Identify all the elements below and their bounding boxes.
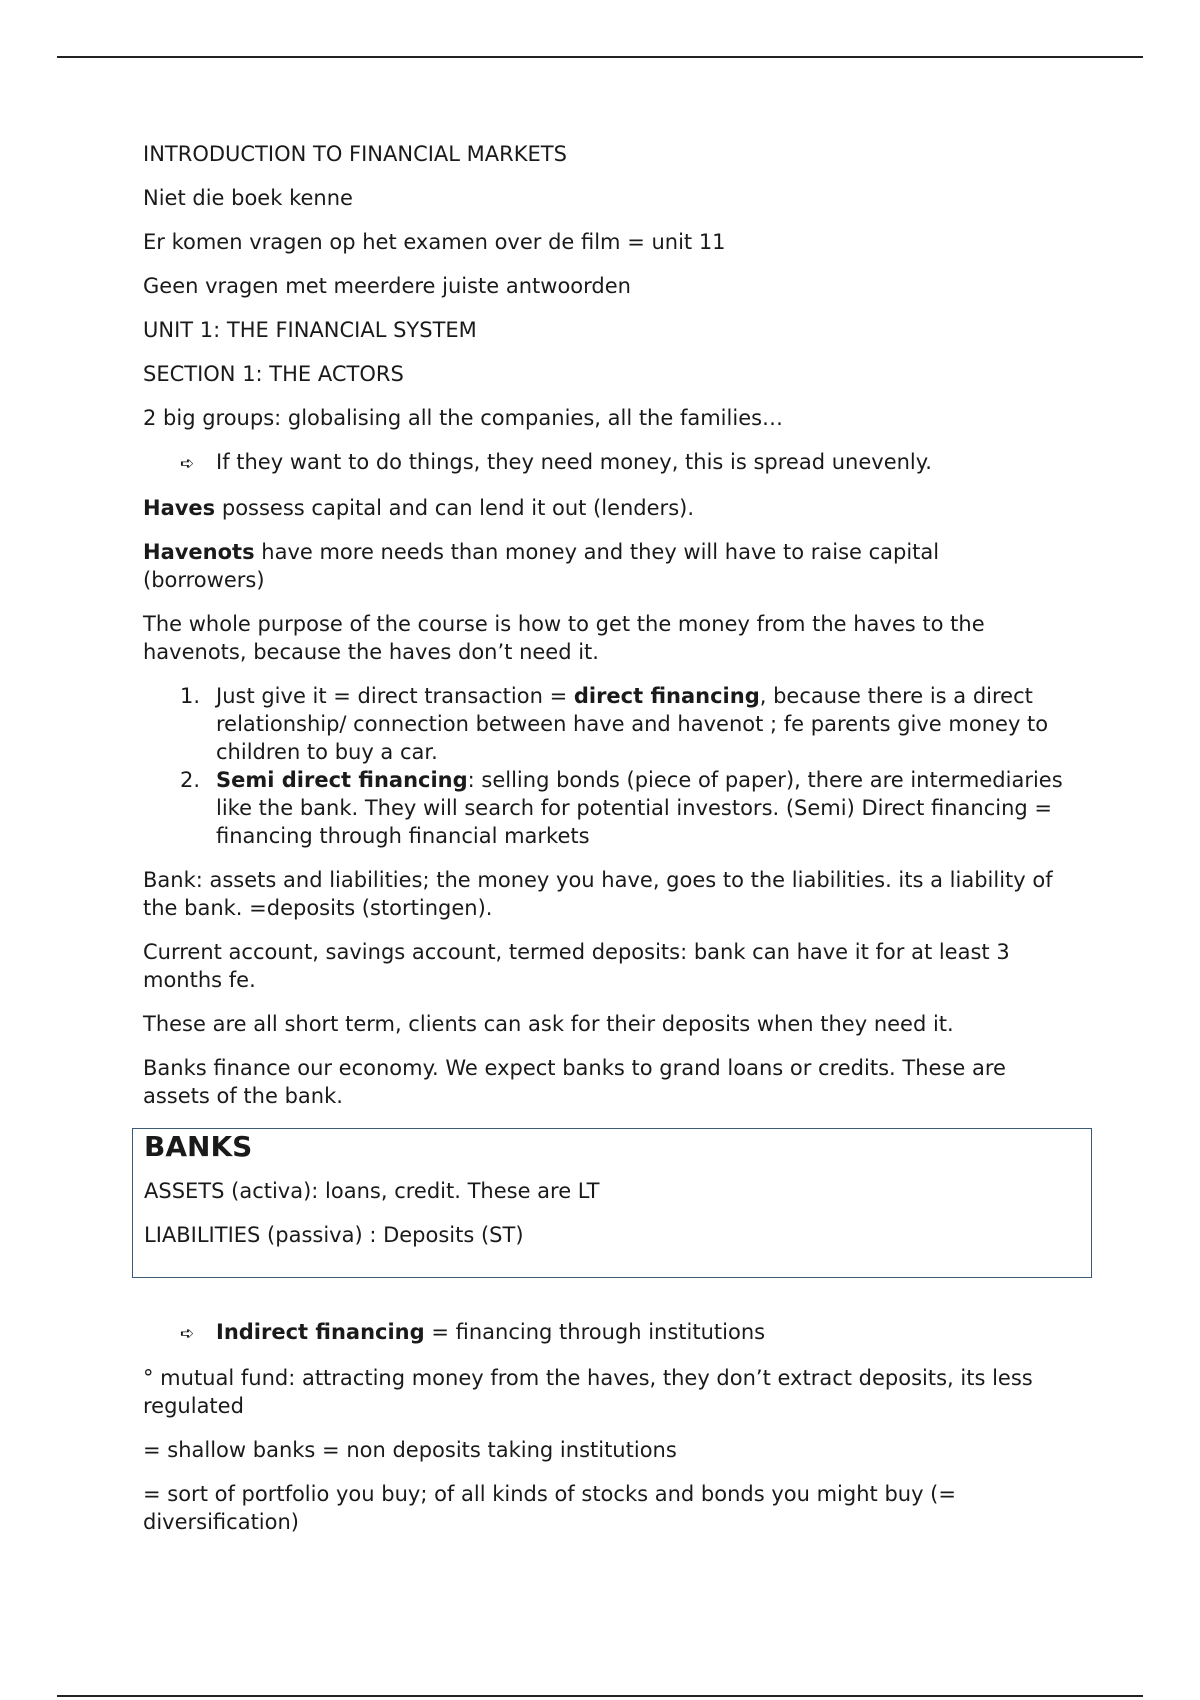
list-item-text — [216, 766, 1063, 850]
list-item-post: , because there is a direct relationship/ connection between have and havenot ; fe parents give money to children to buy a car. — [216, 684, 1049, 764]
arrow-item-text: If they want to do things, they need money, this is spread unevenly. — [216, 450, 932, 474]
financing-list — [143, 682, 1063, 850]
paragraph: ° mutual fund: attracting money from the haves, they don’t extract deposits, its less regulated — [143, 1366, 1033, 1418]
document-body — [143, 140, 1063, 1552]
paragraph: Current account, savings account, termed deposits: bank can have it for at least 3 months fe. — [143, 940, 1010, 992]
paragraph: Bank: assets and liabilities; the money you have, goes to the liabilities. its a liability of the bank. =deposits (stortingen). — [143, 868, 1053, 920]
paragraph: The whole purpose of the course is how to get the money from the haves to the havenots, because the haves don’t need it. — [143, 612, 985, 664]
list-number: 1. — [180, 684, 201, 708]
haves-paragraph — [143, 494, 1063, 522]
document-title: INTRODUCTION TO FINANCIAL MARKETS — [143, 142, 567, 166]
banks-box — [132, 1128, 1092, 1278]
paragraph: = shallow banks = non deposits taking institutions — [143, 1438, 677, 1462]
haves-definition: possess capital and can lend it out (lenders). — [215, 496, 695, 520]
note-line: Er komen vragen op het examen over de film = unit 11 — [143, 230, 726, 254]
term-indirect-financing: Indirect financing — [216, 1320, 425, 1344]
list-item-post: : selling bonds (piece of paper), there are intermediaries like the bank. They will search for potential investors. (Semi) Direct financing = financing through financial markets — [216, 768, 1063, 848]
note-line: Niet die boek kenne — [143, 186, 353, 210]
right-arrow-icon: ➪ — [180, 454, 195, 474]
paragraph: Banks finance our economy. We expect banks to grand loans or credits. These are assets of the bank. — [143, 1056, 1006, 1108]
paragraph: 2 big groups: globalising all the companies, all the families… — [143, 406, 784, 430]
list-item-term: Semi direct financing — [216, 768, 468, 792]
header-rule — [57, 56, 1143, 58]
havenots-paragraph — [143, 538, 1063, 594]
list-item-text — [216, 682, 1063, 766]
paragraph: These are all short term, clients can ask for their deposits when they need it. — [143, 1012, 954, 1036]
term-haves: Haves — [143, 496, 216, 520]
arrow-item — [143, 448, 1063, 478]
box-assets: ASSETS (activa): loans, credit. These are LT — [144, 1179, 600, 1203]
list-item-term: direct financing — [573, 684, 760, 708]
unit-heading: UNIT 1: THE FINANCIAL SYSTEM — [143, 318, 477, 342]
section-heading: SECTION 1: THE ACTORS — [143, 362, 404, 386]
paragraph: = sort of portfolio you buy; of all kinds of stocks and bonds you might buy (= diversification) — [143, 1482, 956, 1534]
term-havenots: Havenots — [143, 540, 255, 564]
list-item — [143, 766, 1063, 850]
footer-rule — [57, 1695, 1143, 1697]
note-line: Geen vragen met meerdere juiste antwoorden — [143, 274, 631, 298]
list-item-pre: Just give it = direct transaction = — [216, 684, 574, 708]
arrow-item-text — [216, 1318, 765, 1346]
box-liabilities: LIABILITIES (passiva) : Deposits (ST) — [144, 1223, 524, 1247]
box-heading: BANKS — [144, 1130, 253, 1163]
list-item — [143, 682, 1063, 766]
indirect-financing-definition: = financing through institutions — [424, 1320, 766, 1344]
havenots-definition: have more needs than money and they will have to raise capital (borrowers) — [143, 540, 940, 592]
arrow-item — [143, 1318, 1063, 1348]
right-arrow-icon: ➪ — [180, 1324, 195, 1344]
list-number: 2. — [180, 768, 201, 792]
